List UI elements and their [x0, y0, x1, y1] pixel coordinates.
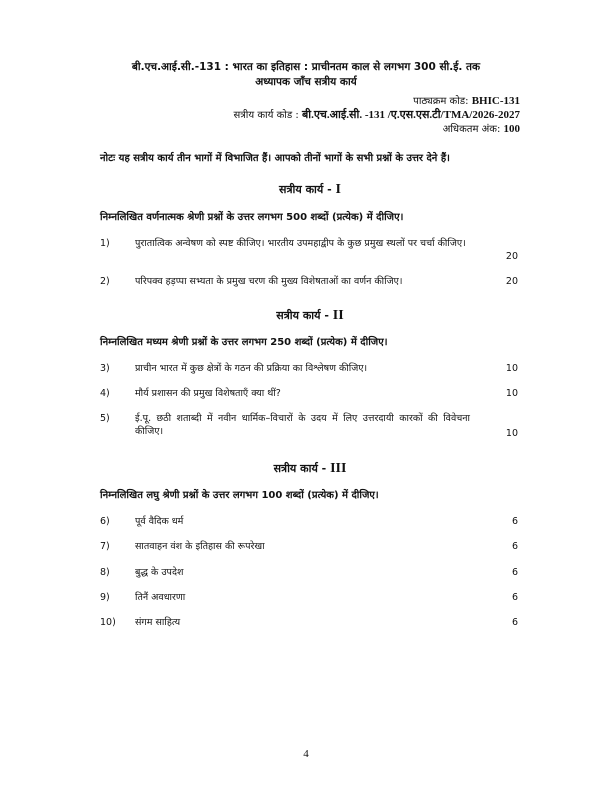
question-text: परिपक्व हड़प्पा सभ्यता के प्रमुख चरण की मुख्य विशेषताओं का वर्णन कीजिए। [135, 276, 403, 287]
question-marks: 20 [505, 276, 518, 287]
title-line-2: अध्यापक जाँच सत्रीय कार्य [255, 76, 357, 88]
question-marks: 6 [511, 567, 518, 578]
section-2-roman: II [332, 308, 344, 323]
section-2-heading-text: सत्रीय कार्य - [276, 309, 329, 322]
assignment-code-label: सत्रीय कार्य कोड : [233, 110, 299, 121]
question-number: 8) [100, 567, 110, 578]
section-3-heading [100, 461, 520, 477]
question-number: 7) [100, 541, 110, 552]
note-text: नोटः यह सत्रीय कार्य तीन भागों में विभाजित हैं। आपको तीनों भागों के सभी प्रश्नों के उत्तर देने हैं। [100, 153, 450, 164]
course-code-label: पाठ्यक्रम कोड: [413, 96, 469, 107]
question-marks: 6 [511, 592, 518, 603]
question-marks: 6 [511, 541, 518, 552]
question-text: बुद्ध के उपदेश [135, 567, 184, 578]
assignment-code [233, 108, 520, 123]
question-text: संगम साहित्य [135, 617, 181, 628]
document-title [70, 60, 542, 90]
question-number: 3) [100, 363, 110, 374]
assignment-code-value: बी.एच.आई.सी. -131 /ए.एस.एस.टी/TMA/2026-2027 [301, 109, 520, 121]
question-marks: 10 [505, 363, 518, 374]
question-number: 5) [100, 413, 110, 424]
question-text: मौर्य प्रशासन की प्रमुख विशेषताएँ क्या थीं? [135, 388, 281, 399]
section-2-heading [100, 308, 520, 324]
question-text: प्राचीन भारत में कुछ क्षेत्रों के गठन की प्रक्रिया का विश्लेषण कीजिए। [135, 363, 368, 374]
question-text: पूर्व वैदिक धर्म [135, 516, 184, 527]
max-marks-label: अधिकतम अंक: [442, 124, 501, 135]
question-marks: 10 [505, 388, 518, 399]
question-number: 4) [100, 388, 110, 399]
question-text: तिनैं अवधारणा [135, 592, 186, 603]
title-line-1: बी.एच.आई.सी.-131 : भारत का इतिहास : प्राचीनतम काल से लगभग 300 सी.ई. तक [131, 61, 481, 73]
page-number: 4 [303, 748, 309, 760]
section-1-instruction: निम्नलिखित वर्णनात्मक श्रेणी प्रश्नों के उत्तर लगभग 500 शब्दों (प्रत्येक) में दीजिए। [100, 212, 404, 223]
question-number: 9) [100, 592, 110, 603]
question-text: ई.पू. छठी शताब्दी में नवीन धार्मिक–विचारों के उदय में लिए उत्तरदायी कारकों की विवेचना कीजिए। [135, 413, 470, 437]
question-marks: 20 [505, 251, 518, 262]
max-marks [443, 122, 520, 137]
question-marks: 6 [511, 617, 518, 628]
section-1-heading-text: सत्रीय कार्य - [279, 183, 332, 196]
question-marks: 10 [505, 428, 518, 439]
section-3-roman: III [330, 461, 347, 476]
question-text: पुरातात्विक अन्वेषण को स्पष्ट कीजिए। भारतीय उपमहाद्वीप के कुछ प्रमुख स्थलों पर चर्चा कीजिए। [135, 238, 466, 249]
question-number: 10) [100, 617, 116, 628]
section-1-roman: I [335, 182, 341, 197]
question-number: 6) [100, 516, 110, 527]
section-3-heading-text: सत्रीय कार्य - [273, 462, 327, 475]
section-2-instruction: निम्नलिखित मध्यम श्रेणी प्रश्नों के उत्तर लगभग 250 शब्दों (प्रत्येक) में दीजिए। [100, 337, 388, 348]
section-3-instruction: निम्नलिखित लघु श्रेणी प्रश्नों के उत्तर लगभग 100 शब्दों (प्रत्येक) में दीजिए। [100, 490, 379, 501]
question-marks: 6 [511, 516, 518, 527]
question-number: 1) [100, 238, 110, 249]
question-text: सातवाहन वंश के इतिहास की रूपरेखा [135, 541, 265, 552]
course-code-value: BHIC-131 [471, 95, 520, 107]
course-code [413, 94, 520, 109]
max-marks-value: 100 [503, 123, 520, 135]
section-1-heading [100, 182, 520, 198]
question-number: 2) [100, 276, 110, 287]
